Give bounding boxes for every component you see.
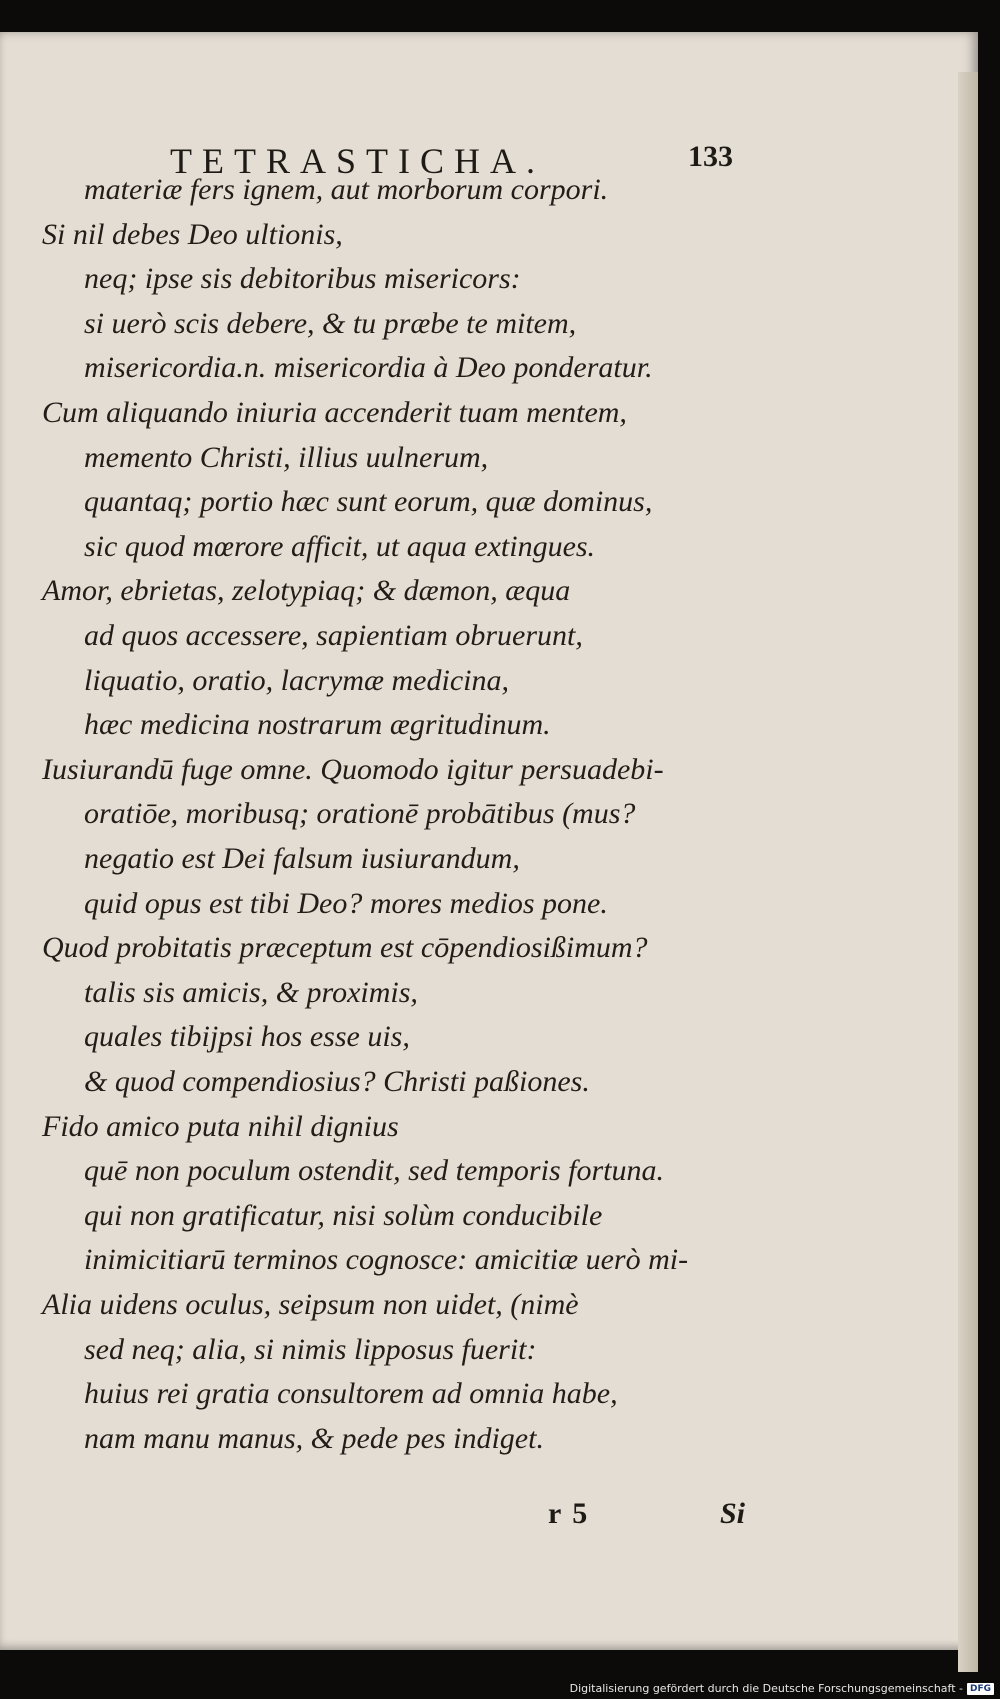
text-line: qui non gratificatur, nisi solùm conducibile [84, 1198, 603, 1232]
page-number: 133 [688, 140, 733, 173]
text-block-continued [0, 32, 978, 1650]
text-line: Amor, ebrietas, zelotypiaq; & dæmon, æqua [42, 574, 571, 608]
signature-mark: r 5 [548, 1497, 590, 1531]
text-line: & quod compendiosius? Christi paßiones. [84, 1065, 590, 1098]
credit-text: Digitalisierung gefördert durch die Deutsche Forschungsgemeinschaft - [569, 1682, 963, 1695]
text-line: materiæ fers ignem, aut morborum corpori. [84, 173, 609, 206]
text-line: Si nil debes Deo ultionis, [42, 217, 343, 251]
text-line: quē non poculum ostendit, sed temporis fortuna. [84, 1154, 664, 1188]
text-line: Fido amico puta nihil dignius [42, 1109, 399, 1143]
dfg-logo: DFG [967, 1683, 994, 1695]
text-line: Cum aliquando iniuria accenderit tuam mentem, [42, 396, 627, 429]
text-line: liquatio, oratio, lacrymæ medicina, [84, 663, 509, 697]
text-line: oratiōe, moribusq; orationē probātibus (mus? [84, 797, 636, 831]
text-line: Alia uidens oculus, seipsum non uidet, (nimè [42, 1288, 579, 1321]
text-line: si uerò scis debere, & tu præbe te mitem, [84, 306, 577, 340]
digitization-credit [570, 1682, 994, 1695]
text-line: quantaq; portio hæc sunt eorum, quæ dominus, [84, 485, 653, 519]
catchword: Si [720, 1497, 746, 1531]
text-line: huius rei gratia consultorem ad omnia habe, [84, 1377, 618, 1411]
text-line: misericordia.n. misericordia à Deo ponderatur. [84, 351, 653, 385]
text-line: quid opus est tibi Deo? mores medios pone. [84, 886, 608, 920]
text-line: sic quod mœrore afficit, ut aqua extingues. [84, 529, 596, 563]
text-line: Iusiurandū fuge omne. Quomodo igitur persuadebi- [42, 752, 664, 786]
running-title: TETRASTICHA. [170, 141, 545, 181]
text-line: nam manu manus, & pede pes indiget. [84, 1421, 544, 1455]
text-line: Quod probitatis præceptum est cōpendiosißimum? [42, 931, 648, 965]
text-line: neq; ipse sis debitoribus misericors: [84, 262, 521, 296]
text-line: inimicitiarū terminos cognosce: amicitiæ uerò mi- [84, 1243, 689, 1277]
text-line: talis sis amicis, & proximis, [84, 975, 418, 1009]
text-line: ad quos accessere, sapientiam obruerunt, [84, 619, 583, 652]
text-line: negatio est Dei falsum iusiurandum, [84, 842, 520, 875]
text-line: sed neq; alia, si nimis lipposus fuerit: [84, 1332, 537, 1366]
text-line: hæc medicina nostrarum ægritudinum. [84, 708, 551, 742]
text-line: quales tibijpsi hos esse uis, [84, 1020, 410, 1054]
text-line: memento Christi, illius uulnerum, [84, 440, 489, 474]
